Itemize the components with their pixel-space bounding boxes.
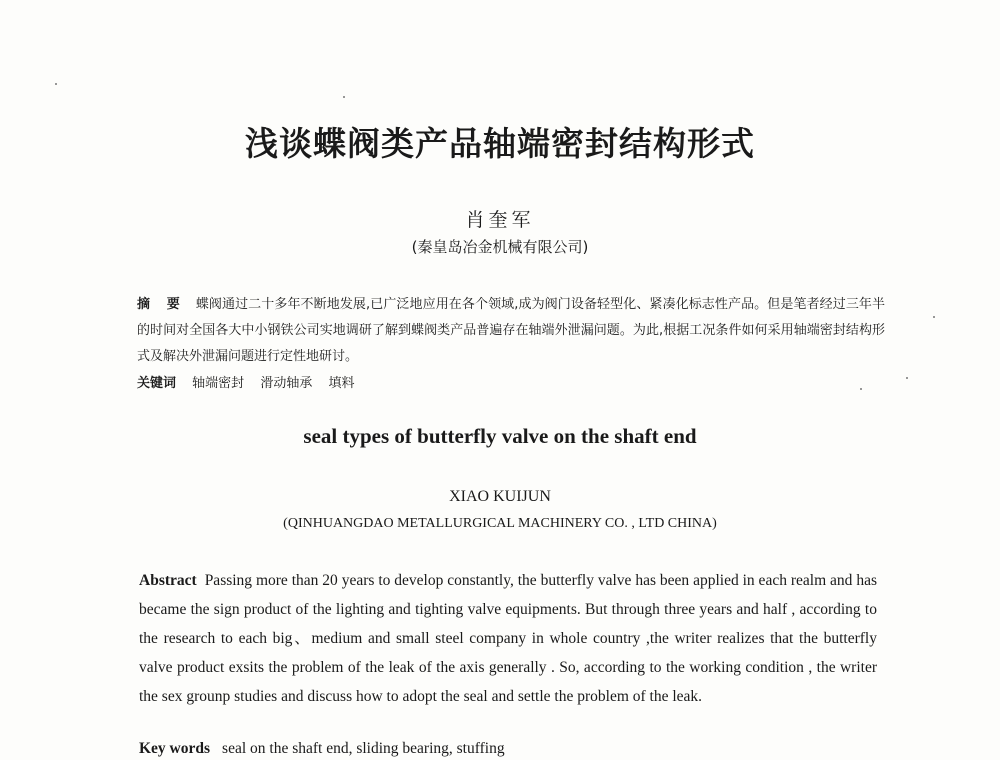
english-keywords [139,740,877,758]
chinese-abstract [137,292,885,370]
chinese-author: 肖奎军 [465,209,535,231]
scan-speck [55,83,57,85]
english-keywords-text: seal on the shaft end, sliding bearing, stuffing [222,740,505,757]
english-affiliation: (QINHUANGDAO METALLURGICAL MACHINERY CO. , LTD CHINA) [283,516,717,531]
scan-speck [906,377,908,379]
chinese-keyword: 填料 [328,376,355,391]
english-title: seal types of butterfly valve on the shaft end [303,424,697,448]
scan-speck [933,316,935,318]
chinese-keyword: 轴端密封 [192,376,245,391]
chinese-title: 浅谈蝶阀类产品轴端密封结构形式 [245,124,755,163]
scan-speck [860,388,862,390]
chinese-keywords-label: 关键词 [137,376,177,391]
chinese-keyword: 滑动轴承 [260,376,313,391]
english-abstract [139,566,877,711]
english-abstract-text: Passing more than 20 years to develop constantly, the butterfly valve has been applied in each realm and has became the sign product of the lighting and tighting valve equipments. But through three years and half , according to the research to each big、medium and small steel company in whole country ,the writer realizes that the butterfly valve product exsits the problem of the leak of the axis generally . So, according to the working condition , the writer the sex grounp studies and discuss how to adopt the seal and settle the problem of the leak. [139,572,877,705]
english-author: XIAO KUIJUN [449,488,551,505]
english-keywords-label: Key words [139,740,211,757]
chinese-abstract-label: 摘 要 [137,297,186,312]
scan-speck [343,96,345,98]
chinese-keywords [137,372,885,391]
english-abstract-label: Abstract [139,572,197,589]
chinese-affiliation: (秦皇岛冶金机械有限公司) [411,238,589,256]
chinese-abstract-text: 蝶阀通过二十多年不断地发展,已广泛地应用在各个领域,成为阀门设备轻型化、紧凑化标志性产品。但是笔者经过三年半的时间对全国各大中小钢铁公司实地调研了解到蝶阀类产品普遍存在轴端外泄漏问题。为此,根据工况条件如何采用轴端密封结构形式及解决外泄漏问题进行定性地研讨。 [137,297,886,364]
